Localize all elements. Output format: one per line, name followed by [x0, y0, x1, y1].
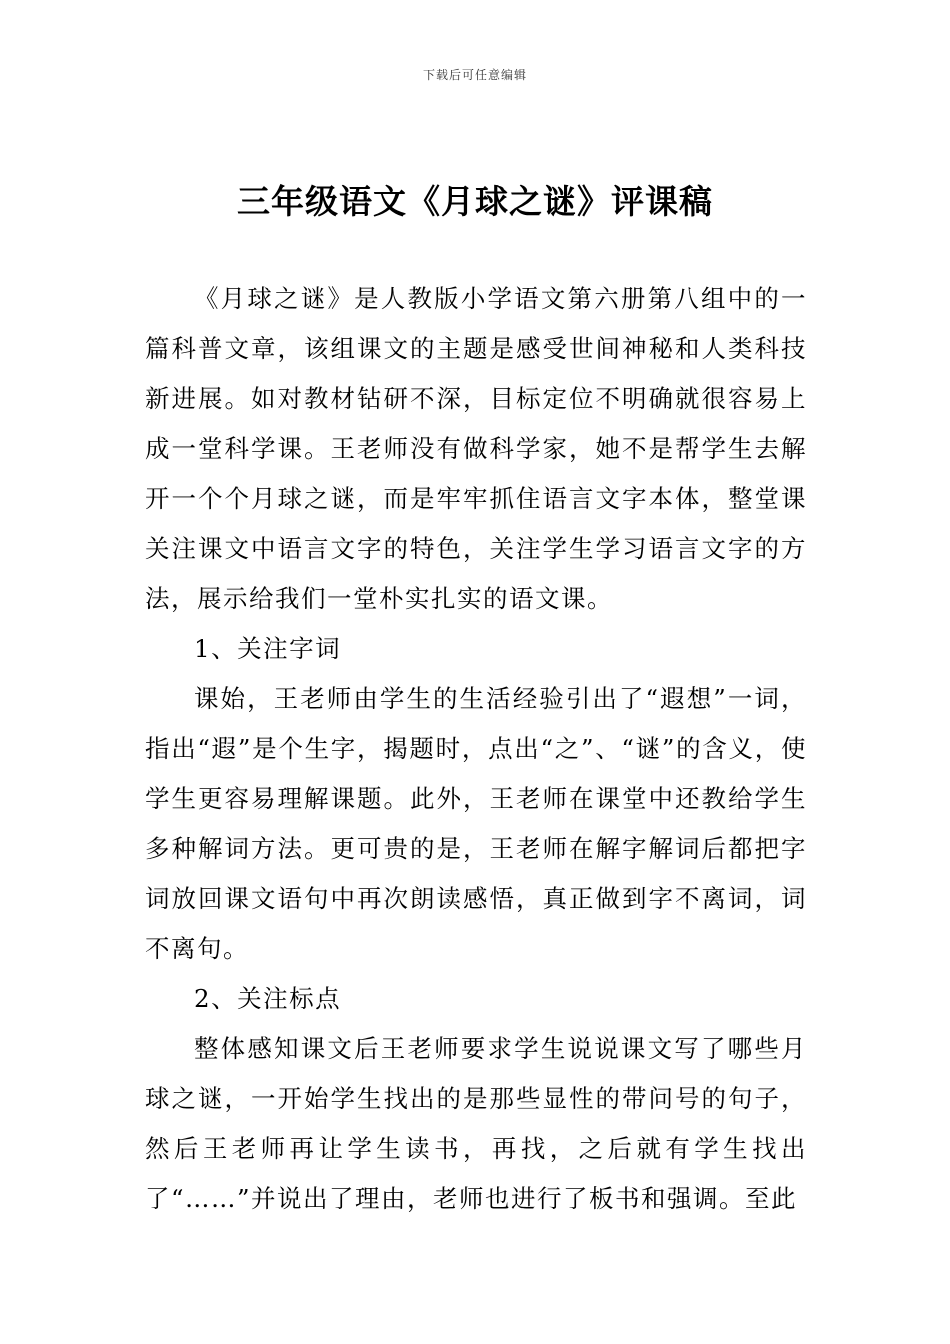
section-paragraph-words: 课始，王老师由学生的生活经验引出了“遐想”一词，指出“遐”是个生字，揭题时，点出“之”、“谜”的含义，使学生更容易理解课题。此外，王老师在课堂中还教给学生多种解词方法。更可贵的是，王老师在解字解词后都把字词放回课文语句中再次朗读感悟，真正做到字不离词，词不离句。 [145, 684, 807, 963]
intro-paragraph: 《月球之谜》是人教版小学语文第六册第八组中的一篇科普文章，该组课文的主题是感受世间神秘和人类科技新进展。如对教材钻研不深，目标定位不明确就很容易上成一堂科学课。王老师没有做科学家，她不是帮学生去解开一个个月球之谜，而是牢牢抓住语言文字本体，整堂课关注课文中语言文字的特色，关注学生学习语言文字的方法，展示给我们一堂朴实扎实的语文课。 [145, 284, 807, 613]
section-paragraph-punctuation: 整体感知课文后王老师要求学生说说课文写了哪些月球之谜，一开始学生找出的是那些显性的带问号的句子，然后王老师再让学生读书，再找，之后就有学生找出了“……”并说出了理由，老师也进行了板书和强调。至此 [145, 1034, 807, 1213]
section-heading-punctuation: 2、关注标点 [194, 984, 342, 1013]
document-body [145, 274, 807, 1224]
section-heading-words: 1、关注字词 [194, 634, 342, 663]
header-note: 下载后可任意编辑 [422, 68, 527, 82]
document-title: 三年级语文《月球之谜》评课稿 [237, 182, 713, 221]
